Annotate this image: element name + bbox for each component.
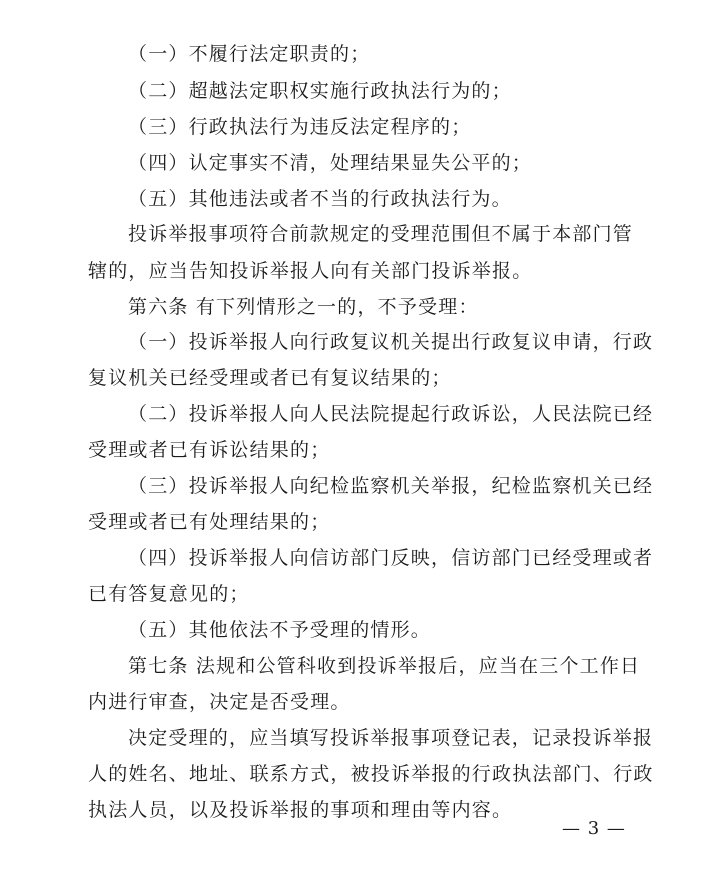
clause-item-4: （四）认定事实不清，处理结果显失公平的； bbox=[128, 152, 533, 174]
paragraph-line: 内进行审查，决定是否受理。 bbox=[88, 691, 351, 713]
article6-item-4: （四）投诉举报人向信访部门反映，信访部门已经受理或者 bbox=[128, 547, 654, 569]
article6-item-1-cont: 复议机关已经受理或者已有复议结果的； bbox=[88, 367, 452, 389]
article6-item-3-cont: 受理或者已有处理结果的； bbox=[88, 511, 331, 533]
article6-item-2-cont: 受理或者已有诉讼结果的； bbox=[88, 439, 331, 461]
article6-item-5: （五）其他依法不予受理的情形。 bbox=[128, 619, 432, 641]
clause-item-2: （二）超越法定职权实施行政执法行为的； bbox=[128, 80, 512, 102]
paragraph-line: 执法人员，以及投诉举报的事项和理由等内容。 bbox=[88, 799, 513, 821]
article6-item-3: （三）投诉举报人向纪检监察机关举报，纪检监察机关已经 bbox=[128, 475, 654, 497]
page-number: — 3 — bbox=[562, 818, 626, 839]
clause-item-3: （三）行政执法行为违反法定程序的； bbox=[128, 116, 472, 138]
article-heading-6: 第六条 有下列情形之一的，不予受理： bbox=[128, 296, 479, 318]
article6-item-2: （二）投诉举报人向人民法院提起行政诉讼，人民法院已经 bbox=[128, 403, 654, 425]
clause-item-5: （五）其他违法或者不当的行政执法行为。 bbox=[128, 188, 512, 210]
article6-item-1: （一）投诉举报人向行政复议机关提出行政复议申请，行政 bbox=[128, 331, 654, 353]
paragraph-line: 辖的，应当告知投诉举报人向有关部门投诉举报。 bbox=[88, 260, 533, 282]
paragraph-line: 决定受理的，应当填写投诉举报事项登记表，记录投诉举报 bbox=[128, 727, 654, 749]
article-heading-7: 第七条 法规和公管科收到投诉举报后，应当在三个工作日 bbox=[128, 655, 641, 677]
article6-item-4-cont: 已有答复意见的； bbox=[88, 583, 250, 605]
paragraph-line: 投诉举报事项符合前款规定的受理范围但不属于本部门管 bbox=[128, 223, 634, 245]
paragraph-line: 人的姓名、地址、联系方式，被投诉举报的行政执法部门、行政 bbox=[88, 763, 654, 785]
clause-item-1: （一）不履行法定职责的； bbox=[128, 43, 371, 65]
